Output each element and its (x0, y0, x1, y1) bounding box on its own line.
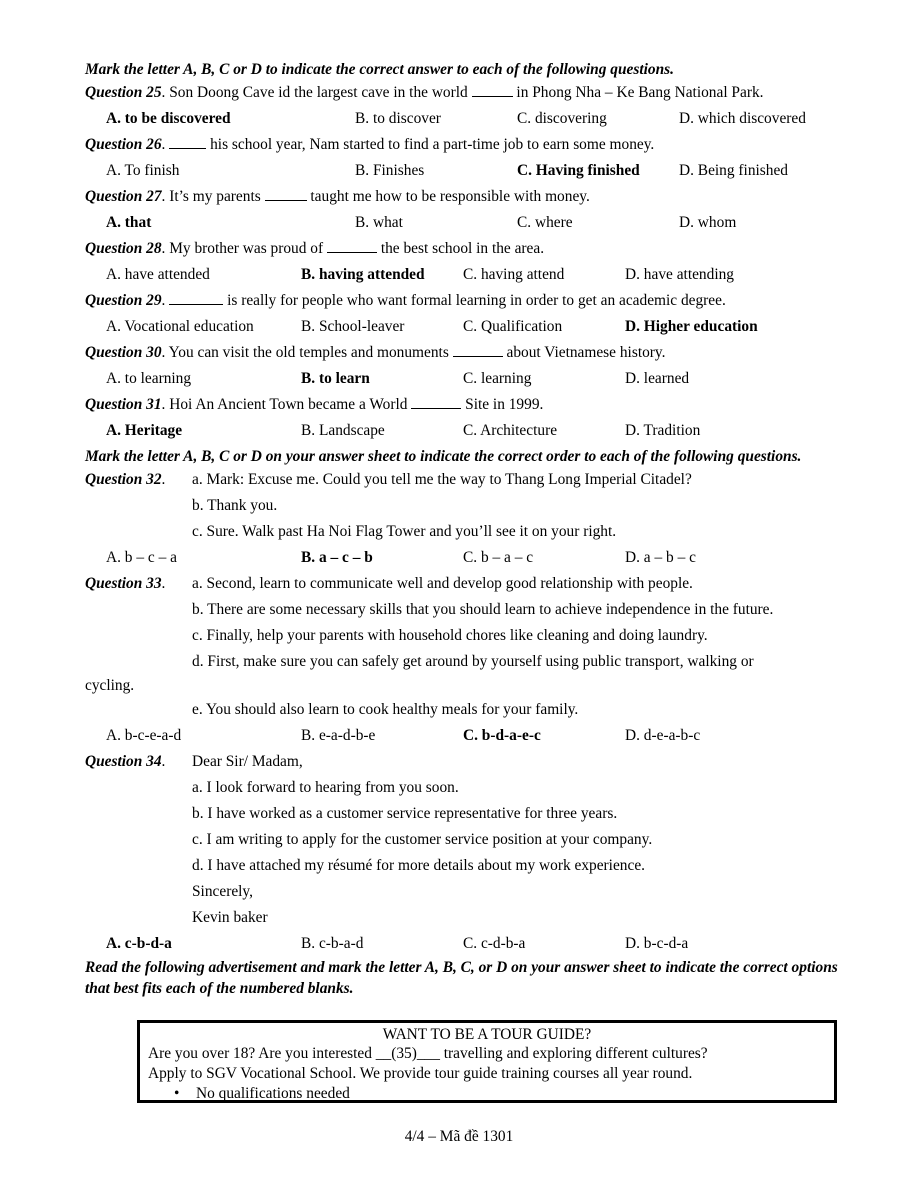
ad-title: WANT TO BE A TOUR GUIDE? (382, 1026, 592, 1043)
question-label: Question 26 (85, 136, 162, 153)
ad-line-2: Apply to SGV Vocational School. We provide tour guide training courses all year round. (148, 1065, 693, 1082)
sentence-a: a. I look forward to hearing from you soon. (192, 779, 459, 796)
option-a: A. Heritage (106, 422, 183, 439)
option-d: D. Higher education (625, 318, 758, 335)
option-d: D. have attending (625, 266, 734, 283)
ad-blank-35: __(35)___ (375, 1045, 440, 1062)
options-25 (85, 106, 855, 132)
instruction-order: Mark the letter A, B, C or D on your answer sheet to indicate the correct order to each of the following questions. (85, 448, 802, 465)
option-c: C. Qualification (463, 318, 563, 335)
option-b: B. School-leaver (301, 318, 405, 335)
option-a: A. that (106, 214, 152, 231)
option-c: C. c-d-b-a (463, 935, 526, 952)
ad-line-1-post: travelling and exploring different cultures? (439, 1045, 708, 1062)
question-label: Question 31 (85, 396, 162, 413)
option-c: C. having attend (463, 266, 565, 283)
question-34 (85, 749, 855, 775)
sentence-d: d. I have attached my résumé for more details about my work experience. (192, 857, 645, 874)
answer-blank (327, 238, 377, 253)
answer-blank (169, 134, 206, 149)
option-d: D. learned (625, 370, 690, 387)
options-31 (85, 418, 855, 444)
option-a: A. To finish (106, 162, 180, 179)
question-label-dot: . (161, 471, 166, 488)
question-30 (85, 340, 855, 366)
sentence-b: b. I have worked as a customer service representative for three years. (192, 805, 618, 822)
question-text-pre: . Hoi An Ancient Town became a World (161, 396, 412, 413)
question-label: Question 30 (85, 344, 162, 361)
option-d: D. a – b – c (625, 549, 696, 566)
option-c: C. b – a – c (463, 549, 534, 566)
question-text-post: his school year, Nam started to find a part-time job to earn some money. (206, 136, 655, 153)
option-c: C. discovering (517, 110, 607, 127)
option-a: A. b – c – a (106, 549, 177, 566)
question-32 (85, 467, 855, 493)
instruction-reading: Read the following advertisement and mark the letter A, B, C, or D on your answer sheet to indicate the correct options that best fits each of the numbered blanks. (85, 959, 838, 997)
letter-signature: Kevin baker (192, 909, 268, 926)
sentence-a: a. Mark: Excuse me. Could you tell me the way to Thang Long Imperial Citadel? (192, 471, 692, 488)
options-32 (85, 545, 855, 571)
sentence-d-continued: cycling. (85, 677, 135, 694)
option-b: B. to discover (355, 110, 441, 127)
question-text-post: is really for people who want formal learning in order to get an academic degree. (223, 292, 726, 309)
letter-greeting: Dear Sir/ Madam, (192, 753, 303, 770)
option-d: D. which discovered (679, 110, 806, 127)
option-a: A. c-b-d-a (106, 935, 172, 952)
question-label: Question 33 (85, 575, 162, 592)
option-b: B. a – c – b (301, 549, 373, 566)
question-label: Question 32 (85, 471, 162, 488)
ad-bullet-text: No qualifications needed (196, 1085, 350, 1102)
options-34 (85, 931, 855, 957)
question-text-pre: . (161, 136, 170, 153)
page-footer: 4/4 – Mã đề 1301 (404, 1128, 514, 1145)
option-c: C. learning (463, 370, 532, 387)
option-b: B. c-b-a-d (301, 935, 364, 952)
option-c: C. where (517, 214, 573, 231)
answer-blank (169, 290, 223, 305)
question-label: Question 28 (85, 240, 162, 257)
options-30 (85, 366, 855, 392)
question-25 (85, 80, 855, 106)
sentence-b: b. Thank you. (192, 497, 278, 514)
answer-blank (453, 342, 503, 357)
instruction-mcq: Mark the letter A, B, C or D to indicate the correct answer to each of the following questions. (85, 61, 674, 78)
question-text-pre: . You can visit the old temples and monuments (161, 344, 453, 361)
question-text-pre: . It’s my parents (161, 188, 265, 205)
question-label: Question 29 (85, 292, 162, 309)
options-33 (85, 723, 855, 749)
question-27 (85, 184, 855, 210)
sentence-c: c. Sure. Walk past Ha Noi Flag Tower and you’ll see it on your right. (192, 523, 617, 540)
question-text-post: the best school in the area. (376, 240, 545, 257)
answer-blank (265, 186, 307, 201)
question-33 (85, 571, 855, 597)
sentence-e: e. You should also learn to cook healthy meals for your family. (192, 701, 579, 718)
option-d: D. whom (679, 214, 737, 231)
sentence-b: b. There are some necessary skills that you should learn to achieve independence in the future. (192, 601, 774, 618)
bullet-icon: • (174, 1085, 180, 1102)
question-label: Question 34 (85, 753, 162, 770)
option-c: C. b-d-a-e-c (463, 727, 541, 744)
question-text-pre: . (161, 292, 170, 309)
sentence-d: d. First, make sure you can safely get around by yourself using public transport, walking or (192, 653, 754, 670)
option-c: C. Architecture (463, 422, 558, 439)
option-a: A. to be discovered (106, 110, 231, 127)
option-b: B. having attended (301, 266, 425, 283)
question-label: Question 27 (85, 188, 162, 205)
sentence-c: c. I am writing to apply for the customer service position at your company. (192, 831, 653, 848)
question-label-dot: . (161, 575, 166, 592)
sentence-c: c. Finally, help your parents with household chores like cleaning and doing laundry. (192, 627, 708, 644)
question-28 (85, 236, 855, 262)
question-31 (85, 392, 855, 418)
ad-line-1-pre: Are you over 18? Are you interested (148, 1045, 376, 1062)
question-29 (85, 288, 855, 314)
letter-closing: Sincerely, (192, 883, 253, 900)
option-b: B. Landscape (301, 422, 385, 439)
options-26 (85, 158, 855, 184)
question-text-pre: . Son Doong Cave id the largest cave in the world (161, 84, 472, 101)
advertisement-box (137, 1020, 837, 1103)
ad-bullet-item (148, 1084, 826, 1103)
answer-blank (472, 82, 513, 97)
exam-page (85, 59, 855, 999)
option-a: A. to learning (106, 370, 192, 387)
question-text-pre: . My brother was proud of (161, 240, 327, 257)
question-26 (85, 132, 855, 158)
question-label: Question 25 (85, 84, 162, 101)
option-b: B. e-a-d-b-e (301, 727, 376, 744)
ad-line-1 (148, 1044, 826, 1064)
option-d: D. b-c-d-a (625, 935, 689, 952)
sentence-a: a. Second, learn to communicate well and develop good relationship with people. (192, 575, 693, 592)
option-b: B. what (355, 214, 403, 231)
option-c: C. Having finished (517, 162, 640, 179)
option-a: A. Vocational education (106, 318, 254, 335)
question-text-post: about Vietnamese history. (502, 344, 666, 361)
option-d: D. Tradition (625, 422, 701, 439)
option-a: A. b-c-e-a-d (106, 727, 182, 744)
option-b: B. to learn (301, 370, 370, 387)
options-27 (85, 210, 855, 236)
options-28 (85, 262, 855, 288)
option-a: A. have attended (106, 266, 210, 283)
question-text-post: taught me how to be responsible with money. (306, 188, 590, 205)
option-d: D. d-e-a-b-c (625, 727, 701, 744)
option-b: B. Finishes (355, 162, 425, 179)
question-text-post: in Phong Nha – Ke Bang National Park. (512, 84, 764, 101)
options-29 (85, 314, 855, 340)
answer-blank (411, 394, 461, 409)
question-text-post: Site in 1999. (461, 396, 544, 413)
option-d: D. Being finished (679, 162, 789, 179)
question-label-dot: . (161, 753, 166, 770)
